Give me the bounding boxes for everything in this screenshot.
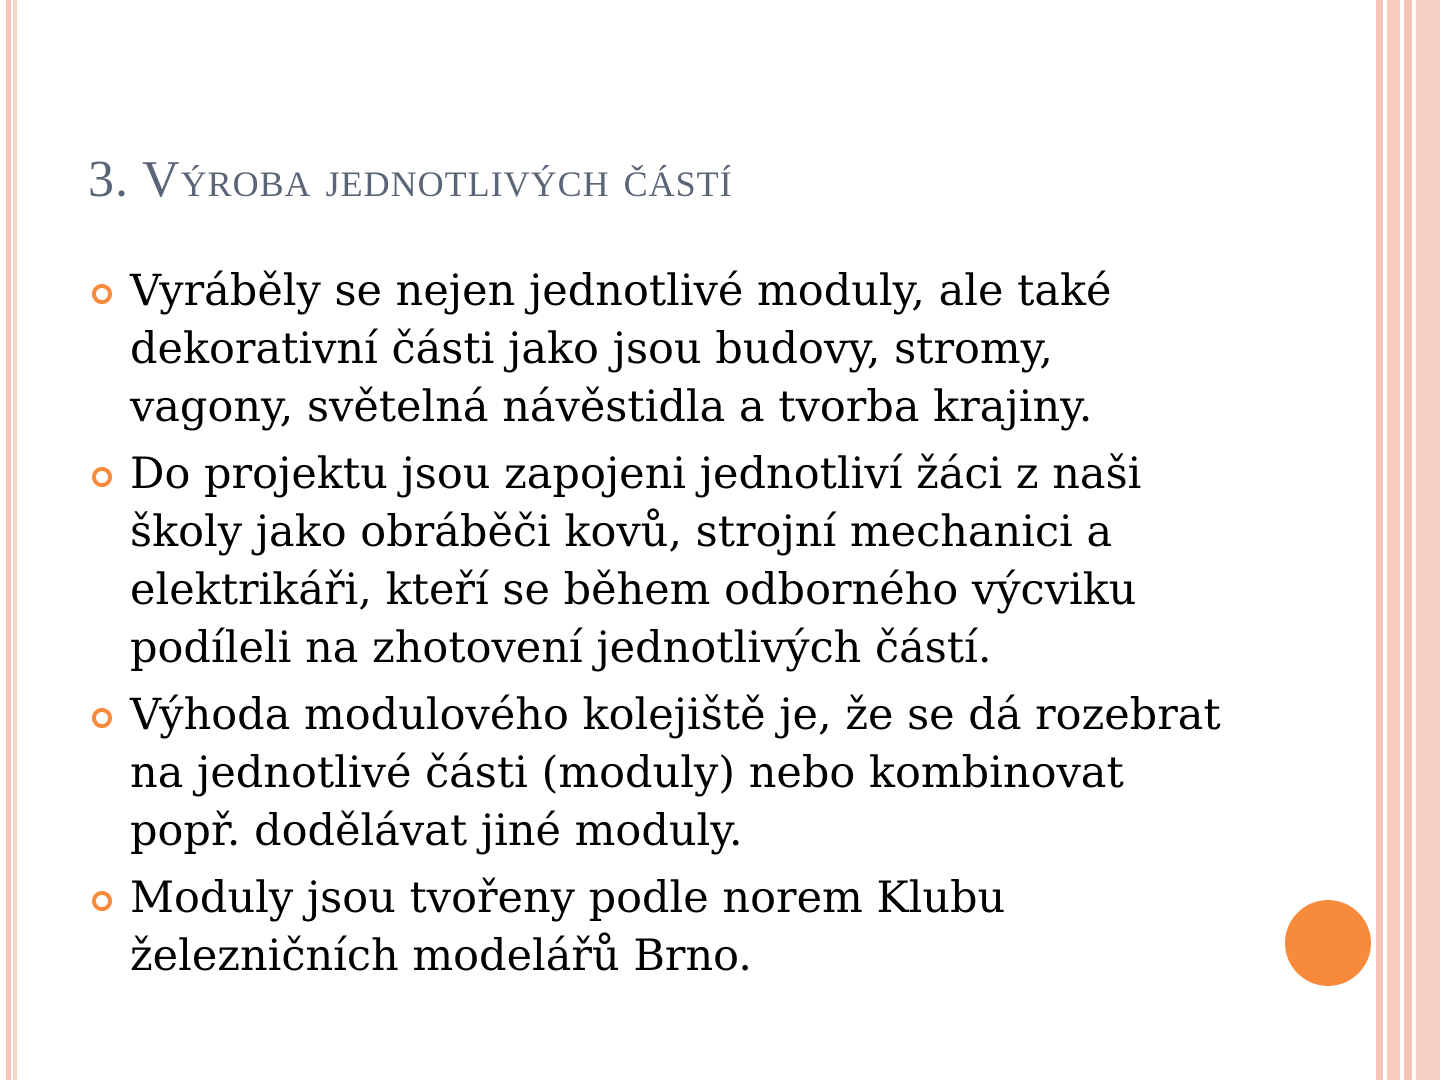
bullet-list [0, 262, 1270, 994]
bullet-item [0, 686, 1270, 860]
bullet-item [0, 869, 1270, 985]
ring-bullet-icon [92, 284, 112, 304]
right-border-stripe-1 [1376, 0, 1383, 1080]
bullet-line: podíleli na zhotovení jednotlivých částí. [130, 623, 992, 673]
ring-bullet-icon [92, 891, 112, 911]
bullet-item [0, 262, 1270, 436]
bullet-item [0, 445, 1270, 677]
right-border-stripe-4 [1416, 0, 1440, 1080]
bullet-line: Moduly jsou tvořeny podle norem Klubu [130, 873, 1006, 923]
bullet-line: školy jako obráběči kovů, strojní mechanici a [130, 507, 1113, 557]
bullet-line: dekorativní části jako jsou budovy, stromy, [130, 324, 1053, 374]
bullet-line: Vyráběly se nejen jednotlivé moduly, ale také [130, 266, 1112, 316]
bullet-line: vagony, světelná návěstidla a tvorba krajiny. [130, 382, 1093, 432]
ring-bullet-icon [92, 467, 112, 487]
bullet-line: na jednotlivé části (moduly) nebo kombinovat [130, 748, 1124, 798]
bullet-line: Výhoda modulového kolejiště je, že se dá rozebrat [130, 690, 1221, 740]
ring-bullet-icon [92, 708, 112, 728]
bullet-line: Do projektu jsou zapojeni jednotliví žáci z naši [130, 449, 1142, 499]
bullet-line: elektrikáři, kteří se během odborného výcviku [130, 565, 1137, 615]
bullet-line: železničních modelářů Brno. [130, 931, 752, 981]
orange-circle-icon [1285, 900, 1371, 986]
right-border-stripe-3 [1404, 0, 1412, 1080]
slide-title: 3. Výroba jednotlivých částí [88, 151, 733, 208]
right-border-stripe-2 [1387, 0, 1400, 1080]
bullet-line: popř. dodělávat jiné moduly. [130, 806, 743, 856]
